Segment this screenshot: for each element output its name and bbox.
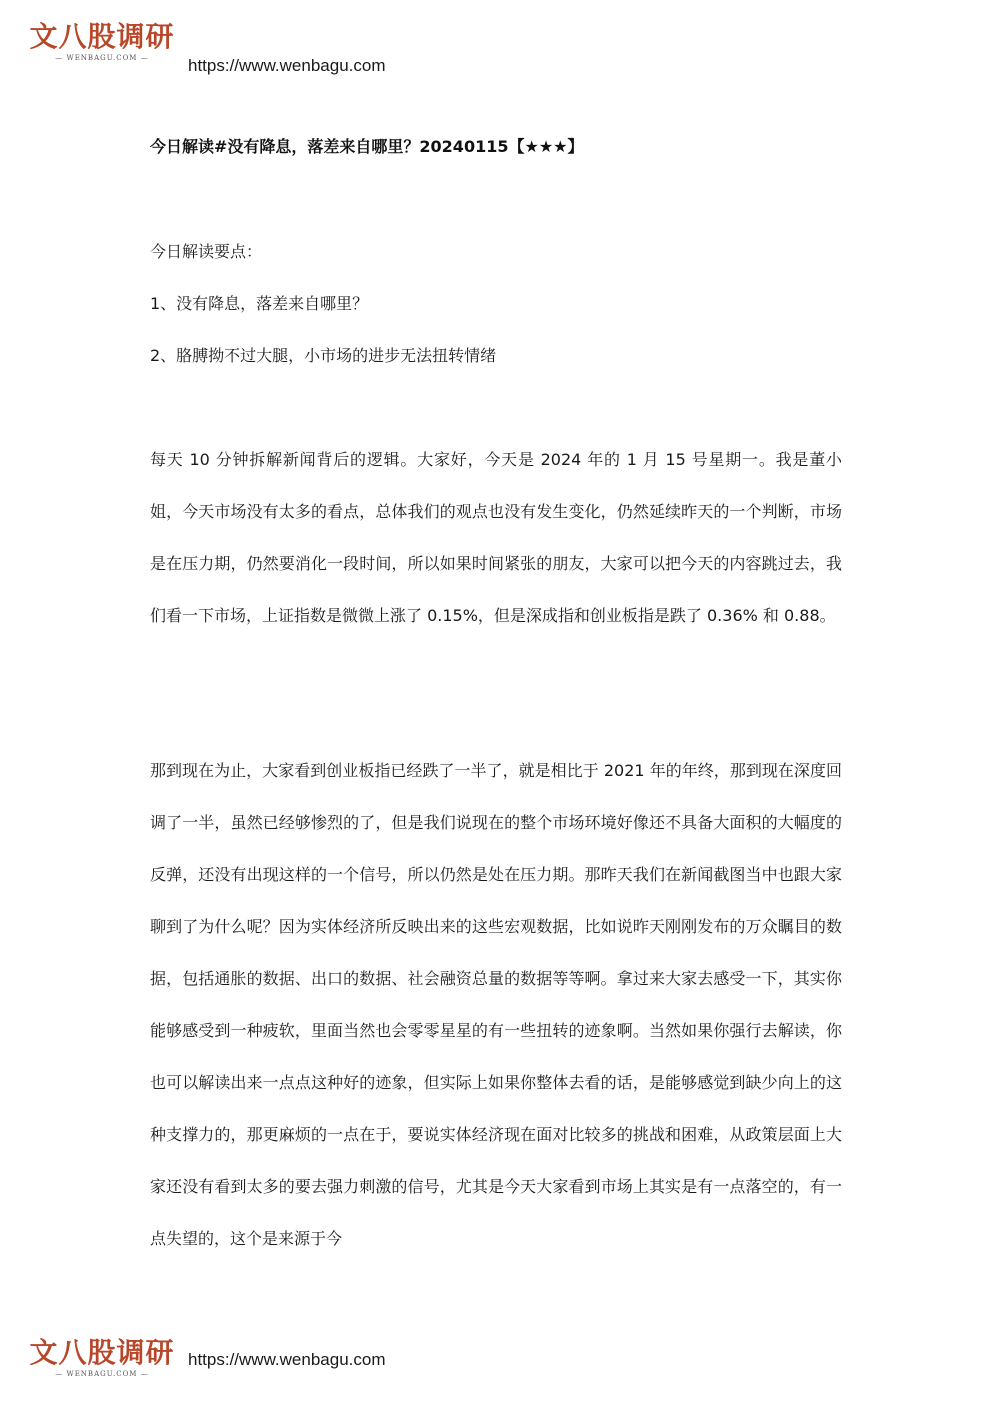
logo-text: 文八股调研 xyxy=(29,20,175,53)
header-logo xyxy=(24,22,180,63)
logo-text: 文八股调研 xyxy=(29,1336,175,1369)
keypoint-item: 1、没有降息，落差来自哪里？ xyxy=(150,294,369,313)
logo-subtitle: — WENBAGU.COM — xyxy=(55,54,149,62)
keypoint-item: 2、胳膊拗不过大腿，小市场的进步无法扭转情绪 xyxy=(150,346,497,365)
header-url[interactable]: https://www.wenbagu.com xyxy=(188,56,386,75)
footer-url[interactable]: https://www.wenbagu.com xyxy=(188,1350,386,1369)
footer-logo xyxy=(24,1338,180,1379)
body-paragraph: 每天 10 分钟拆解新闻背后的逻辑。大家好，今天是 2024 年的 1 月 15 号星期一。我是董小姐，今天市场没有太多的看点，总体我们的观点也没有发生变化，仍然延续昨天的一个判断，市场是在压力期，仍然要消化一段时间，所以如果时间紧张的朋友，大家可以把今天的内容跳过去，我们看一下市场，上证指数是微微上涨了 0.15%，但是深成指和创业板指是跌了 0.36% 和 0.88。 xyxy=(150,450,842,625)
body-paragraph: 那到现在为止，大家看到创业板指已经跌了一半了，就是相比于 2021 年的年终，那到现在深度回调了一半，虽然已经够惨烈的了，但是我们说现在的整个市场环境好像还不具备大面积的大幅度的反弹，还没有出现这样的一个信号，所以仍然是处在压力期。那昨天我们在新闻截图当中也跟大家聊到了为什么呢？因为实体经济所反映出来的这些宏观数据，比如说昨天刚刚发布的万众瞩目的数据，包括通胀的数据、出口的数据、社会融资总量的数据等等啊。拿过来大家去感受一下，其实你能够感受到一种疲软，里面当然也会零零星星的有一些扭转的迹象啊。当然如果你强行去解读，你也可以解读出来一点点这种好的迹象，但实际上如果你整体去看的话，是能够感觉到缺少向上的这种支撑力的，那更麻烦的一点在于，要说实体经济现在面对比较多的挑战和困难，从政策层面上大家还没有看到太多的要去强力刺激的信号，尤其是今天大家看到市场上其实是有一点落空的，有一点失望的，这个是来源于今 xyxy=(150,761,842,1248)
article-title: 今日解读#没有降息，落差来自哪里？20240115【★★★】 xyxy=(150,137,584,156)
keypoints-label: 今日解读要点： xyxy=(150,242,263,261)
logo-subtitle: — WENBAGU.COM — xyxy=(55,1370,149,1378)
